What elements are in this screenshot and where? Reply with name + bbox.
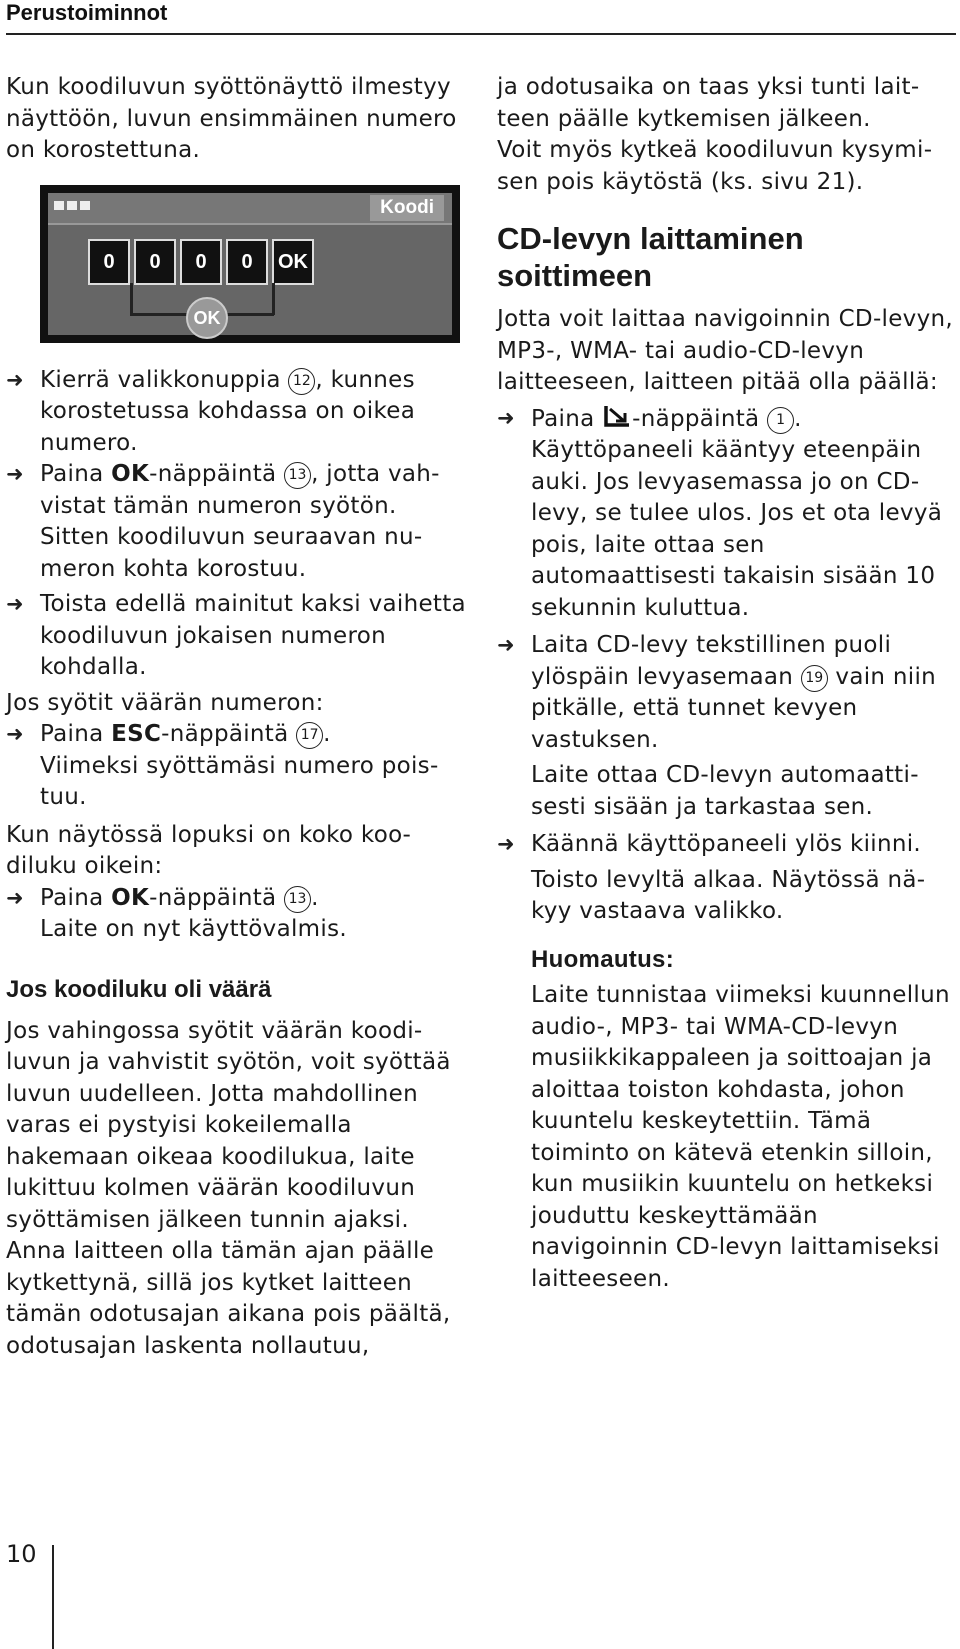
wrong-number-intro: Jos syötit väärän numeron: (6, 689, 324, 716)
code-ok-box: OK (272, 239, 314, 285)
left-column (6, 72, 466, 1362)
step-insert-cd (497, 630, 957, 756)
step-text: . (311, 884, 319, 911)
open-panel-icon (602, 403, 632, 429)
signal-icon (80, 201, 90, 210)
step-text: -näppäintä (149, 461, 285, 487)
step-note: Laite on nyt käyttövalmis. (40, 916, 347, 942)
step-text: , kunnes korostetussa kohdassa on oikea numero. (40, 366, 416, 456)
connector-line (272, 283, 275, 315)
wrong-code-heading: Jos koodiluku oli väärä (6, 975, 272, 1003)
step-text: Laita CD-levy tekstillinen puoli ylöspäin levyasemaan (531, 632, 892, 690)
signal-icon (67, 201, 77, 210)
step-note: Laite ottaa CD-levyn automaattisesti sisään ja tarkastaa sen. (531, 762, 919, 820)
step-text: -näppäintä (632, 405, 768, 432)
step-text: -näppäintä (161, 721, 297, 747)
key-name: ESC (111, 721, 162, 747)
step-press-eject (497, 403, 957, 436)
step-note: Sitten koodiluvun seuraavan numeron kohta korostuu. (40, 524, 423, 582)
connector-line (224, 313, 274, 316)
step-press-esc (6, 719, 466, 751)
ref-number: 1 (767, 407, 794, 434)
wrong-code-paragraph: Jos vahingossa syötit väärän koodiluvun ja vahvistit syötön, voit syöttää luvun uudelleen. Jotta mahdollinen varas ei pystyisi kokeilemalla hakemaan oikeaa koodilukua, laite lukittuu kolmen väärän koodiluvun syöttämisen jälkeen tunnin ajaksi. Anna laitteen olla tämän ajan päälle kytkettynä, sillä jos kytket laitteen tämän odotusajan aikana pois päältä, odotusajan laskenta nollautuu, (6, 1017, 451, 1359)
step-text: , jotta vahvistat tämän numeron syötön. (40, 461, 440, 519)
step-text: Paina (40, 461, 112, 487)
step-turn-knob (6, 365, 466, 460)
key-name: OK (111, 884, 150, 911)
code-digit: 0 (226, 239, 268, 285)
step-note: Käyttöpaneeli kääntyy eteenpäin auki. Jos levyasemassa jo on CD-levy, se tulee ulos. Jos et ota levyä pois, laite ottaa sen automaattisesti takaisin sisään 10 sekunnin kuluttua. (531, 437, 943, 621)
code-digit: 0 (134, 239, 176, 285)
code-digit: 0 (180, 239, 222, 285)
connector-line (130, 283, 133, 315)
ref-number: 19 (801, 665, 828, 692)
step-repeat: ➜ Toista edellä mainitut kaksi vaihetta koodiluvun jokaisen numeron kohdalla. (6, 589, 466, 684)
step-press-ok (6, 459, 466, 522)
step-close-panel: ➜ Käännä käyttöpaneeli ylös kiinni. (497, 829, 957, 861)
complete-code-intro: Kun näytössä lopuksi on koko koodiluku oikein: (6, 821, 411, 879)
ref-number: 12 (288, 368, 315, 395)
signal-icon (54, 201, 64, 210)
step-text: . (323, 721, 331, 747)
code-display-figure (40, 185, 460, 343)
step-text: Kierrä valikkonuppia (40, 366, 289, 393)
section-title: Perustoiminnot (6, 0, 168, 25)
step-note: Toisto levyltä alkaa. Näytössä näkyy vastaava valikko. (531, 866, 926, 924)
display-title: Koodi (370, 195, 444, 221)
step-press-ok-final (6, 883, 466, 915)
right-column (497, 72, 957, 1295)
disable-code-note: Voit myös kytkeä koodiluvun kysymisen pois käytöstä (ks. sivu 21). (497, 137, 932, 195)
continuation-text: ja odotusaika on taas yksi tunti laitteen päälle kytkemisen jälkeen. (497, 74, 920, 132)
step-text: Paina (531, 405, 603, 432)
ok-button-icon: OK (186, 297, 228, 339)
key-name: OK (111, 461, 150, 487)
step-text: Paina (40, 884, 112, 911)
step-text: Paina (40, 721, 112, 747)
code-digit: 0 (88, 239, 130, 285)
display-screen (48, 193, 452, 335)
display-title-bar (48, 193, 452, 225)
note-heading: Huomautus: (531, 945, 674, 973)
cd-intro: Jotta voit laittaa navigoinnin CD-levyn, MP3-, WMA- tai audio-CD-levyn laitteeseen, laitteen pitää olla päällä: (497, 306, 953, 395)
footer-divider (52, 1545, 54, 1649)
cd-section-heading: CD-levyn laittaminen soittimeen (497, 221, 804, 293)
note-text: Laite tunnistaa viimeksi kuunnellun audio-, MP3- tai WMA-CD-levyn musiikkikappaleen ja soittoajan ja aloittaa toiston kohdasta, johon kuuntelu keskeytettiin. Tämä toiminto on kätevä etenkin silloin, kun musiikin kuuntelu on hetkeksi jouduttu keskeyttämään navigoinnin CD-levyn laittamiseksi laitteeseen. (531, 982, 950, 1292)
step-text: vain niin pitkälle, että tunnet kevyen vastuksen. (531, 663, 937, 753)
step-text: . (794, 405, 802, 432)
connector-line (130, 313, 188, 316)
ref-number: 13 (284, 462, 311, 489)
ref-number: 17 (296, 722, 323, 749)
step-text: -näppäintä (149, 884, 285, 911)
step-note: Viimeksi syöttämäsi numero poistuu. (40, 752, 439, 810)
header-divider (6, 33, 956, 35)
page-number: 10 (6, 1540, 37, 1568)
code-entry-intro: Kun koodiluvun syöttönäyttö ilmestyy näyttöön, luvun ensimmäinen numero on korostettuna. (6, 74, 457, 163)
ref-number: 13 (284, 886, 311, 913)
